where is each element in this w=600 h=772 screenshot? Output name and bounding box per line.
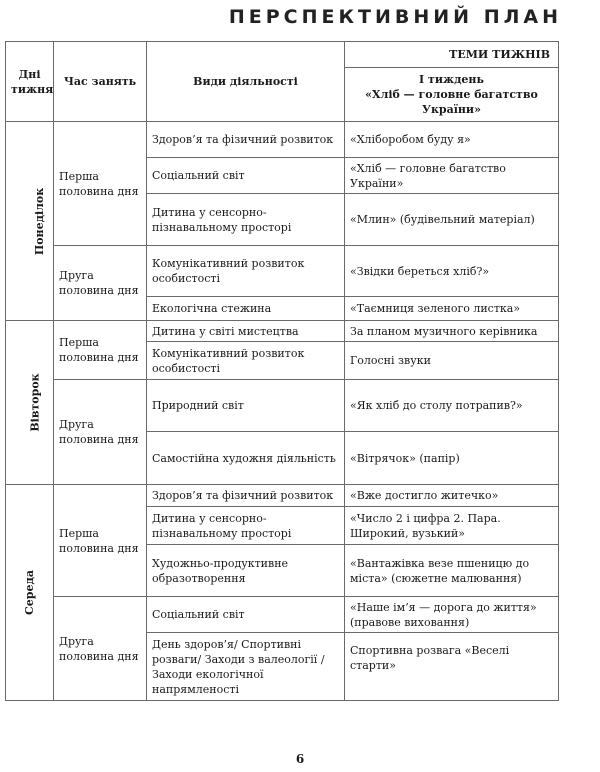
time-slot: Перша половина дня (54, 485, 147, 597)
day-monday: Понеділок (6, 122, 54, 321)
topic-cell: «Як хліб до столу потрапив?» (345, 380, 559, 432)
activity-cell: Дитина у сенсорно-пізнавальному просторі (147, 194, 345, 246)
activity-cell: Соціальний світ (147, 158, 345, 194)
topic-cell: «Хліборобом буду я» (345, 122, 559, 158)
plan-table (5, 41, 559, 701)
activity-cell: Природний світ (147, 380, 345, 432)
activity-cell: Самостійна художня діяльність (147, 432, 345, 485)
time-slot: Перша половина дня (54, 321, 147, 380)
header-time: Час занять (54, 42, 147, 122)
week-theme: «Хліб — головне багатство України» (365, 88, 538, 116)
topic-cell: «Вже достигло житечко» (345, 485, 559, 507)
activity-cell: Комунікативний розвиток особистості (147, 342, 345, 380)
week-label: І тиждень (419, 73, 484, 86)
activity-cell: Екологічна стежина (147, 297, 345, 321)
topic-cell: За планом музичного керівника (345, 321, 559, 342)
topic-cell: Голосні звуки (345, 342, 559, 380)
topic-cell: «Наше ім’я — дорога до життя» (правове виховання) (345, 597, 559, 633)
day-wednesday: Середа (6, 485, 54, 701)
topic-cell: «Хліб — головне багатство України» (345, 158, 559, 194)
topic-cell: «Млин» (будівельний матеріал) (345, 194, 559, 246)
header-activities: Види діяльності (147, 42, 345, 122)
time-slot: Перша половина дня (54, 122, 147, 246)
activity-cell: Дитина у світі мистецтва (147, 321, 345, 342)
activity-cell: Соціальний світ (147, 597, 345, 633)
page-title: ПЕРСПЕКТИВНИЙ ПЛАН (228, 6, 562, 28)
header-themes: ТЕМИ ТИЖНІВ (345, 42, 559, 68)
time-slot: Друга половина дня (54, 597, 147, 701)
topic-cell: «Звідки береться хліб?» (345, 246, 559, 297)
time-slot: Друга половина дня (54, 246, 147, 321)
page-number: 6 (295, 752, 305, 766)
day-tuesday: Вівторок (6, 321, 54, 485)
activity-cell: Здоров’я та фізичний розвиток (147, 485, 345, 507)
activity-cell: Художньо-продуктивне образотворення (147, 545, 345, 597)
activity-cell: Здоров’я та фізичний розвиток (147, 122, 345, 158)
time-slot: Друга половина дня (54, 380, 147, 485)
header-week (345, 68, 559, 122)
activity-cell: День здоров’я/ Спортивні розваги/ Заходи з валеології / Заходи екологічної напрямленості (147, 633, 345, 701)
activity-cell: Комунікативний розвиток особистості (147, 246, 345, 297)
topic-cell: Спортивна розвага «Веселі старти» (345, 633, 559, 701)
topic-cell: «Число 2 і цифра 2. Пара. Широкий, вузький» (345, 507, 559, 545)
activity-cell: Дитина у сенсорно-пізнавальному просторі (147, 507, 345, 545)
header-days: Дні тижня (6, 42, 54, 122)
topic-cell: «Таємниця зеленого листка» (345, 297, 559, 321)
topic-cell: «Вітрячок» (папір) (345, 432, 559, 485)
topic-cell: «Вантажівка везе пшеницю до міста» (сюжетне малювання) (345, 545, 559, 597)
